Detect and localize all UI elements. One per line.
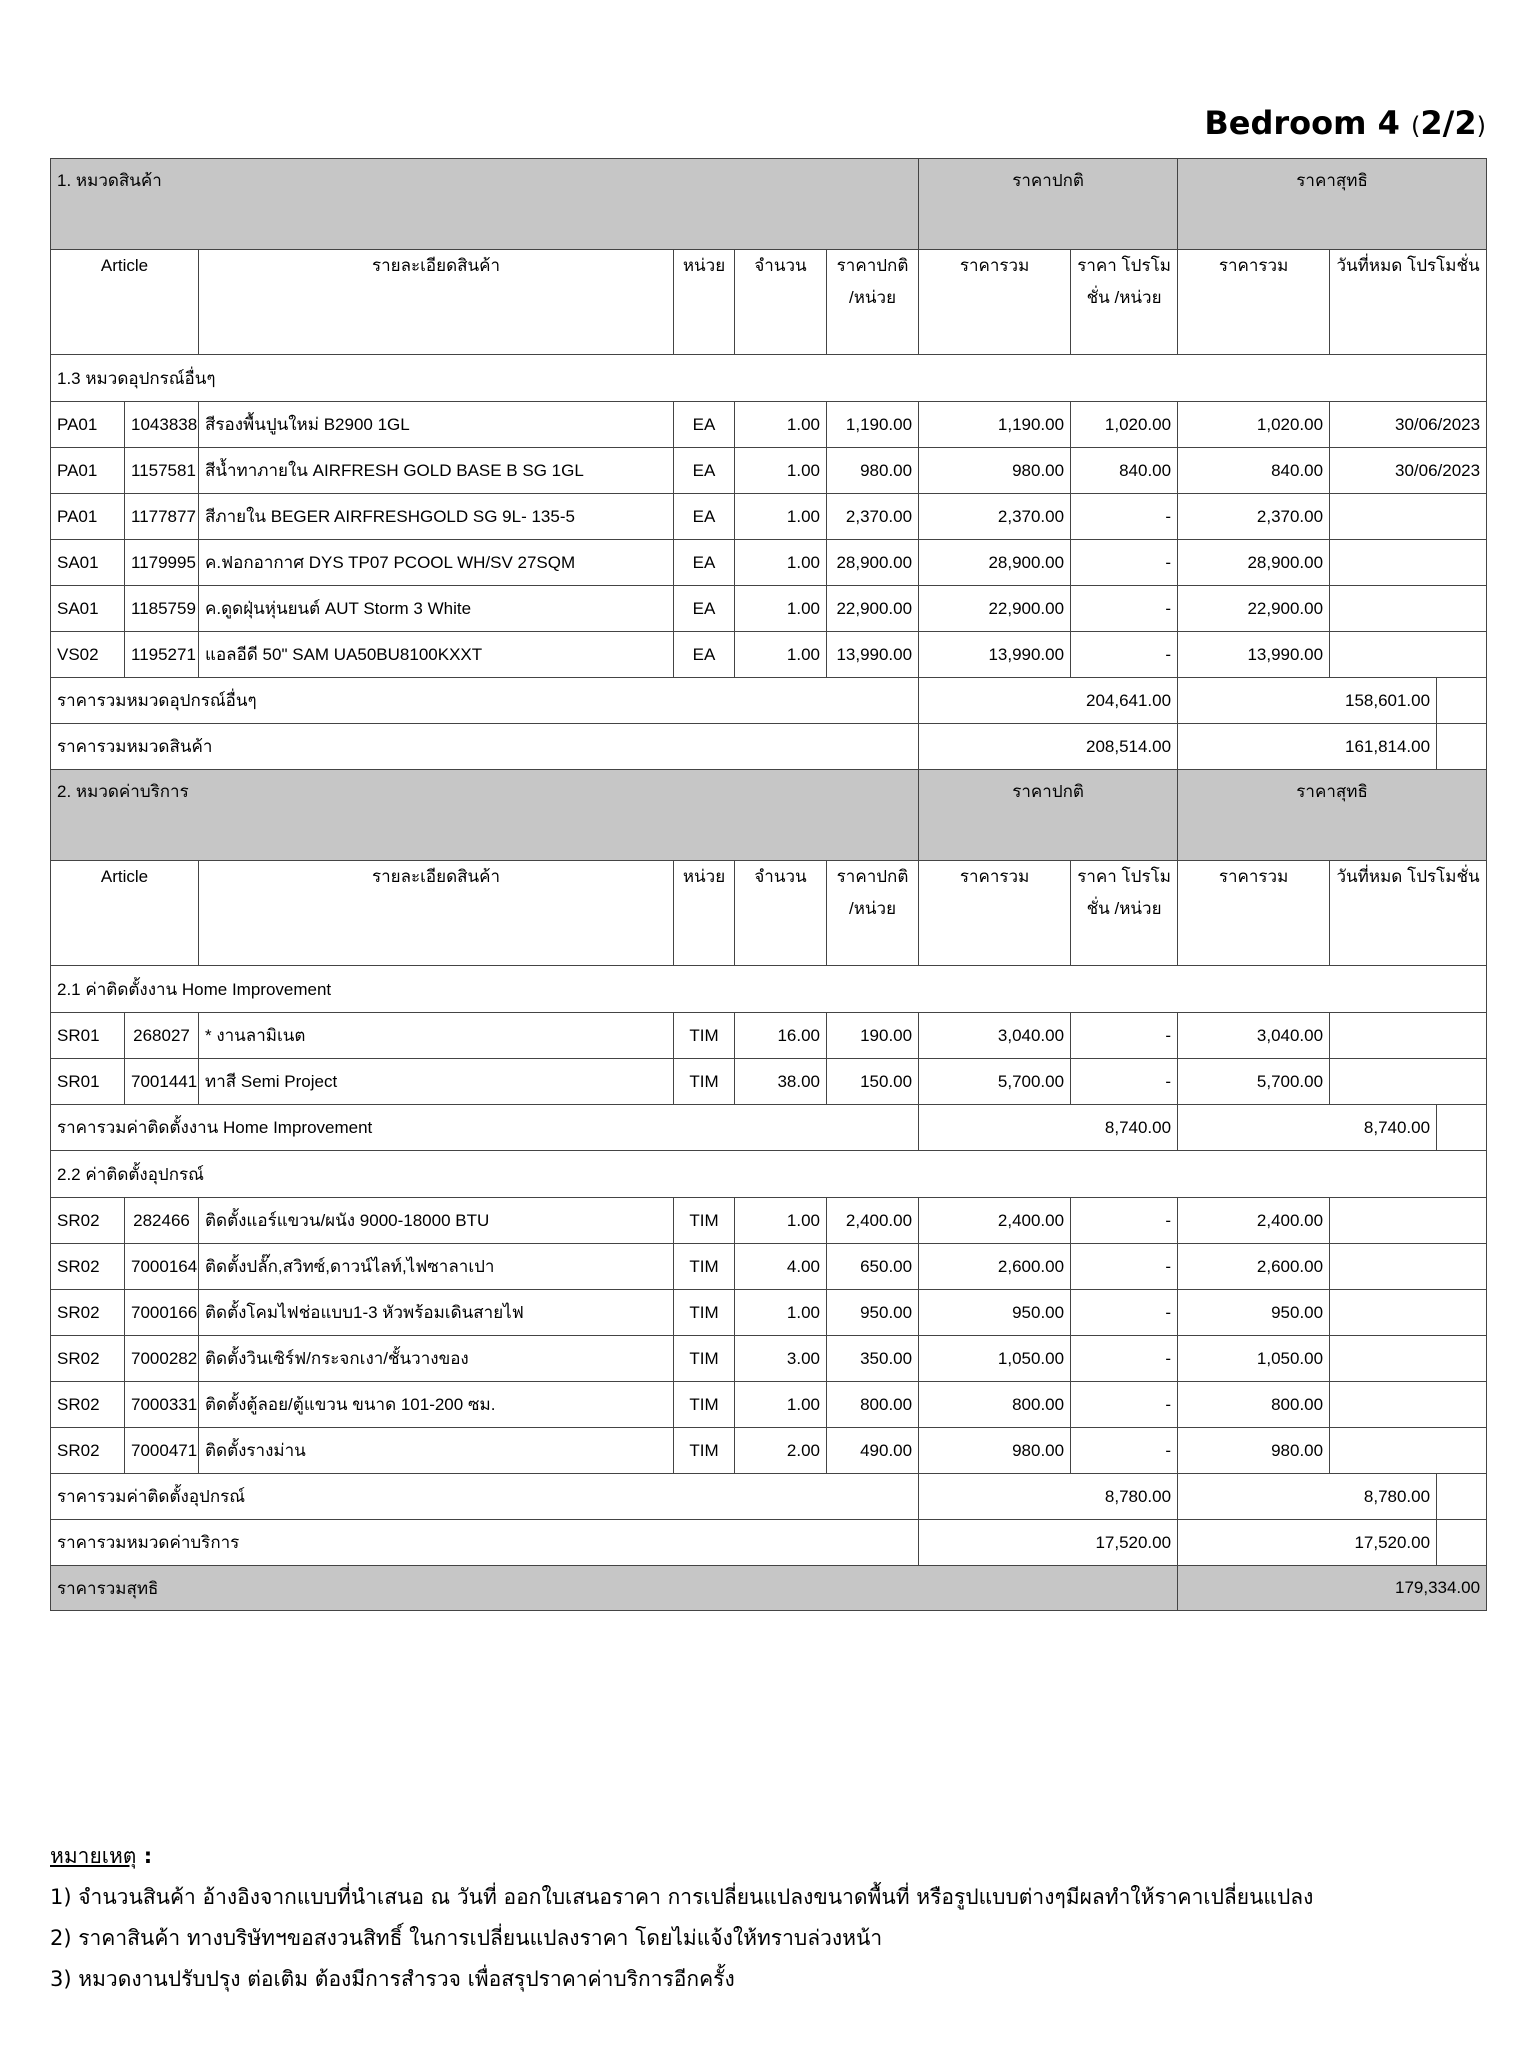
item-article: 7000331	[125, 1382, 199, 1428]
item-net: 1,020.00	[1178, 402, 1330, 448]
item-net: 2,600.00	[1178, 1244, 1330, 1290]
item-unit: EA	[674, 402, 735, 448]
item-desc: ติดตั้งตู้ลอย/ตู้แขวน ขนาด 101-200 ซม.	[199, 1382, 674, 1428]
section-total	[51, 724, 1487, 770]
notes-heading: หมายเหตุ	[50, 1844, 137, 1868]
item-unit: TIM	[674, 1428, 735, 1474]
item-code: SR02	[51, 1244, 125, 1290]
section-total-label: ราคารวมหมวดสินค้า	[51, 724, 919, 770]
item-price: 490.00	[827, 1428, 919, 1474]
item-desc: ทาสี Semi Project	[199, 1059, 674, 1105]
item-qty: 1.00	[735, 494, 827, 540]
item-qty: 1.00	[735, 540, 827, 586]
table-row	[51, 494, 1487, 540]
column-header	[51, 250, 1487, 355]
item-price: 150.00	[827, 1059, 919, 1105]
notes: หมายเหตุ : 1) จำนวนสินค้า อ้างอิงจากแบบที่นำเสนอ ณ วันที่ ออกใบเสนอราคา การเปลี่ยนแปลงขนาดพื้นที่ หรือรูปแบบต่างๆมีผลทำให้ราคาเปลี่ยนแปลง 2) ราคาสินค้า ทางบริษัทฯขอสงวนสิทธิ์ ในการเปลี่ยนแปลงราคา โดยไม่แจ้งให้ทราบล่วงหน้า 3) หมวดงานปรับปรุง ต่อเติม ต้องมีการสำรวจ เพื่อสรุปราคาค่าบริการอีกครั้ง	[50, 1836, 1313, 2000]
item-promo: -	[1071, 1290, 1178, 1336]
col-net-total: ราคารวม	[1178, 861, 1330, 966]
item-desc: ติดตั้งปลั๊ก,สวิทซ์,ดาวน์ไลท์,ไฟซาลาเปา	[199, 1244, 674, 1290]
col-promo-end: วันที่หมด โปรโมชั่น	[1330, 250, 1487, 355]
item-promo-end: 30/06/2023	[1330, 402, 1487, 448]
item-net: 2,400.00	[1178, 1198, 1330, 1244]
item-qty: 1.00	[735, 1290, 827, 1336]
item-qty: 1.00	[735, 1198, 827, 1244]
item-qty: 1.00	[735, 586, 827, 632]
item-desc: * งานลามิเนต	[199, 1013, 674, 1059]
item-promo-end	[1330, 1198, 1487, 1244]
item-price: 950.00	[827, 1290, 919, 1336]
item-net: 2,370.00	[1178, 494, 1330, 540]
item-code: VS02	[51, 632, 125, 678]
normal-price-header: ราคาปกติ	[919, 159, 1178, 250]
item-article: 7000282	[125, 1336, 199, 1382]
grand-total-label: ราคารวมสุทธิ	[51, 1566, 1178, 1611]
subtotal-net: 8,740.00	[1178, 1105, 1437, 1151]
section-total-net: 161,814.00	[1178, 724, 1437, 770]
empty-cell	[1437, 1105, 1487, 1151]
item-promo-end	[1330, 1059, 1487, 1105]
item-code: SA01	[51, 586, 125, 632]
item-promo: -	[1071, 1336, 1178, 1382]
item-article: 1179995	[125, 540, 199, 586]
empty-cell	[1437, 1474, 1487, 1520]
item-article: 268027	[125, 1013, 199, 1059]
item-desc: สีน้ำทาภายใน AIRFRESH GOLD BASE B SG 1GL	[199, 448, 674, 494]
item-article: 1185759	[125, 586, 199, 632]
col-desc: รายละเอียดสินค้า	[199, 861, 674, 966]
item-net: 3,040.00	[1178, 1013, 1330, 1059]
item-qty: 2.00	[735, 1428, 827, 1474]
item-desc: สีรองพื้นปูนใหม่ B2900 1GL	[199, 402, 674, 448]
item-price: 980.00	[827, 448, 919, 494]
item-promo: -	[1071, 1059, 1178, 1105]
item-promo: -	[1071, 1428, 1178, 1474]
item-code: PA01	[51, 494, 125, 540]
subtotal-label: ราคารวมค่าติดตั้งอุปกรณ์	[51, 1474, 919, 1520]
item-total: 1,190.00	[919, 402, 1071, 448]
item-promo: -	[1071, 1382, 1178, 1428]
item-article: 282466	[125, 1198, 199, 1244]
note-item: 3) หมวดงานปรับปรุง ต่อเติม ต้องมีการสำรวจ เพื่อสรุปราคาค่าบริการอีกครั้ง	[50, 1967, 735, 1991]
subtotal-net: 8,780.00	[1178, 1474, 1437, 1520]
table-row	[51, 1198, 1487, 1244]
group-subtotal	[51, 1474, 1487, 1520]
item-promo: 840.00	[1071, 448, 1178, 494]
item-net: 5,700.00	[1178, 1059, 1330, 1105]
table-row	[51, 1059, 1487, 1105]
item-code: SR01	[51, 1059, 125, 1105]
empty-cell	[1437, 678, 1487, 724]
item-unit: EA	[674, 448, 735, 494]
item-promo: -	[1071, 540, 1178, 586]
group-header	[51, 1151, 1487, 1198]
section-total-net: 17,520.00	[1178, 1520, 1437, 1566]
item-qty: 38.00	[735, 1059, 827, 1105]
item-promo-end	[1330, 1244, 1487, 1290]
item-code: SA01	[51, 540, 125, 586]
net-price-header: ราคาสุทธิ	[1178, 159, 1487, 250]
item-price: 2,400.00	[827, 1198, 919, 1244]
item-qty: 1.00	[735, 448, 827, 494]
item-promo: -	[1071, 586, 1178, 632]
item-unit: TIM	[674, 1382, 735, 1428]
item-price: 28,900.00	[827, 540, 919, 586]
item-net: 800.00	[1178, 1382, 1330, 1428]
note-item: 1) จำนวนสินค้า อ้างอิงจากแบบที่นำเสนอ ณ วันที่ ออกใบเสนอราคา การเปลี่ยนแปลงขนาดพื้นที่ หรือรูปแบบต่างๆมีผลทำให้ราคาเปลี่ยนแปลง	[50, 1885, 1314, 1909]
section-title: 1. หมวดสินค้า	[51, 159, 919, 250]
item-code: PA01	[51, 402, 125, 448]
item-price: 350.00	[827, 1336, 919, 1382]
table-row	[51, 1382, 1487, 1428]
section-header	[51, 159, 1487, 250]
item-desc: แอลอีดี 50" SAM UA50BU8100KXXT	[199, 632, 674, 678]
col-promo: ราคา โปรโมชั่น /หน่วย	[1071, 250, 1178, 355]
table-row	[51, 448, 1487, 494]
table-row	[51, 1428, 1487, 1474]
item-promo-end	[1330, 1382, 1487, 1428]
item-qty: 16.00	[735, 1013, 827, 1059]
item-code: PA01	[51, 448, 125, 494]
item-unit: TIM	[674, 1198, 735, 1244]
item-total: 3,040.00	[919, 1013, 1071, 1059]
grand-total	[51, 1566, 1487, 1611]
item-promo: -	[1071, 1244, 1178, 1290]
item-desc: ติดตั้งรางม่าน	[199, 1428, 674, 1474]
group-header	[51, 355, 1487, 402]
item-promo: 1,020.00	[1071, 402, 1178, 448]
section-total-normal: 17,520.00	[919, 1520, 1178, 1566]
item-desc: ค.ดูดฝุ่นหุ่นยนต์ AUT Storm 3 White	[199, 586, 674, 632]
col-qty: จำนวน	[735, 861, 827, 966]
item-net: 950.00	[1178, 1290, 1330, 1336]
col-qty: จำนวน	[735, 250, 827, 355]
column-header	[51, 861, 1487, 966]
item-qty: 1.00	[735, 1382, 827, 1428]
item-net: 13,990.00	[1178, 632, 1330, 678]
group-title: 2.2 ค่าติดตั้งอุปกรณ์	[51, 1151, 1487, 1198]
group-subtotal	[51, 1105, 1487, 1151]
item-unit: TIM	[674, 1059, 735, 1105]
subtotal-normal: 8,740.00	[919, 1105, 1178, 1151]
item-total: 950.00	[919, 1290, 1071, 1336]
item-unit: EA	[674, 494, 735, 540]
table-row	[51, 586, 1487, 632]
subtotal-normal: 8,780.00	[919, 1474, 1178, 1520]
item-article: 7000164	[125, 1244, 199, 1290]
col-total: ราคารวม	[919, 250, 1071, 355]
item-total: 980.00	[919, 1428, 1071, 1474]
section-total-label: ราคารวมหมวดค่าบริการ	[51, 1520, 919, 1566]
item-article: 1043838	[125, 402, 199, 448]
item-promo: -	[1071, 1013, 1178, 1059]
item-qty: 1.00	[735, 402, 827, 448]
item-price: 22,900.00	[827, 586, 919, 632]
subtotal-normal: 204,641.00	[919, 678, 1178, 724]
item-unit: EA	[674, 632, 735, 678]
item-total: 800.00	[919, 1382, 1071, 1428]
item-article: 1195271	[125, 632, 199, 678]
item-total: 1,050.00	[919, 1336, 1071, 1382]
table-row	[51, 1336, 1487, 1382]
item-price: 650.00	[827, 1244, 919, 1290]
col-total: ราคารวม	[919, 861, 1071, 966]
quotation-table	[50, 158, 1487, 1611]
item-promo-end	[1330, 540, 1487, 586]
section-total-normal: 208,514.00	[919, 724, 1178, 770]
item-promo-end	[1330, 586, 1487, 632]
section-header	[51, 770, 1487, 861]
col-unit-price: ราคาปกติ /หน่วย	[827, 861, 919, 966]
item-net: 22,900.00	[1178, 586, 1330, 632]
item-code: SR02	[51, 1428, 125, 1474]
item-net: 28,900.00	[1178, 540, 1330, 586]
item-unit: TIM	[674, 1290, 735, 1336]
normal-price-header: ราคาปกติ	[919, 770, 1178, 861]
item-unit: TIM	[674, 1244, 735, 1290]
table-row	[51, 1013, 1487, 1059]
item-code: SR02	[51, 1382, 125, 1428]
item-promo: -	[1071, 632, 1178, 678]
item-code: SR02	[51, 1336, 125, 1382]
section-total	[51, 1520, 1487, 1566]
item-net: 1,050.00	[1178, 1336, 1330, 1382]
table-row	[51, 540, 1487, 586]
item-price: 13,990.00	[827, 632, 919, 678]
item-total: 13,990.00	[919, 632, 1071, 678]
subtotal-net: 158,601.00	[1178, 678, 1437, 724]
item-price: 2,370.00	[827, 494, 919, 540]
group-subtotal	[51, 678, 1487, 724]
item-article: 1157581	[125, 448, 199, 494]
item-desc: ติดตั้งแอร์แขวน/ผนัง 9000-18000 BTU	[199, 1198, 674, 1244]
group-title: 2.1 ค่าติดตั้งงาน Home Improvement	[51, 966, 1487, 1013]
col-desc: รายละเอียดสินค้า	[199, 250, 674, 355]
item-total: 980.00	[919, 448, 1071, 494]
subtotal-label: ราคารวมค่าติดตั้งงาน Home Improvement	[51, 1105, 919, 1151]
grand-total-value: 179,334.00	[1178, 1566, 1487, 1611]
item-desc: ติดตั้งโคมไฟช่อแบบ1-3 หัวพร้อมเดินสายไฟ	[199, 1290, 674, 1336]
col-net-total: ราคารวม	[1178, 250, 1330, 355]
item-total: 2,370.00	[919, 494, 1071, 540]
group-title: 1.3 หมวดอุปกรณ์อื่นๆ	[51, 355, 1487, 402]
item-total: 2,600.00	[919, 1244, 1071, 1290]
item-promo: -	[1071, 1198, 1178, 1244]
item-desc: ค.ฟอกอากาศ DYS TP07 PCOOL WH/SV 27SQM	[199, 540, 674, 586]
item-promo-end	[1330, 1336, 1487, 1382]
item-price: 800.00	[827, 1382, 919, 1428]
col-article: Article	[51, 250, 199, 355]
table-row	[51, 632, 1487, 678]
table-row	[51, 1244, 1487, 1290]
item-price: 1,190.00	[827, 402, 919, 448]
col-unit: หน่วย	[674, 861, 735, 966]
item-unit: TIM	[674, 1336, 735, 1382]
note-item: 2) ราคาสินค้า ทางบริษัทฯขอสงวนสิทธิ์ ในการเปลี่ยนแปลงราคา โดยไม่แจ้งให้ทราบล่วงหน้า	[50, 1926, 883, 1950]
item-total: 28,900.00	[919, 540, 1071, 586]
item-promo-end	[1330, 632, 1487, 678]
col-unit-price: ราคาปกติ /หน่วย	[827, 250, 919, 355]
col-promo: ราคา โปรโมชั่น /หน่วย	[1071, 861, 1178, 966]
subtotal-label: ราคารวมหมวดอุปกรณ์อื่นๆ	[51, 678, 919, 724]
item-total: 2,400.00	[919, 1198, 1071, 1244]
item-promo-end	[1330, 1013, 1487, 1059]
item-desc: สีภายใน BEGER AIRFRESHGOLD SG 9L- 135-5	[199, 494, 674, 540]
page-title: Bedroom 4 (2/2)	[1204, 104, 1486, 142]
item-code: SR02	[51, 1290, 125, 1336]
col-promo-end: วันที่หมด โปรโมชั่น	[1330, 861, 1487, 966]
group-header	[51, 966, 1487, 1013]
item-qty: 4.00	[735, 1244, 827, 1290]
item-unit: TIM	[674, 1013, 735, 1059]
item-promo: -	[1071, 494, 1178, 540]
item-desc: ติดตั้งวินเซิร์ฟ/กระจกเงา/ชั้นวางของ	[199, 1336, 674, 1382]
item-unit: EA	[674, 586, 735, 632]
item-article: 7000471	[125, 1428, 199, 1474]
item-promo-end	[1330, 1290, 1487, 1336]
net-price-header: ราคาสุทธิ	[1178, 770, 1487, 861]
item-total: 22,900.00	[919, 586, 1071, 632]
item-unit: EA	[674, 540, 735, 586]
item-qty: 3.00	[735, 1336, 827, 1382]
item-qty: 1.00	[735, 632, 827, 678]
empty-cell	[1437, 724, 1487, 770]
section-title: 2. หมวดค่าบริการ	[51, 770, 919, 861]
empty-cell	[1437, 1520, 1487, 1566]
table-row	[51, 1290, 1487, 1336]
table-row	[51, 402, 1487, 448]
col-unit: หน่วย	[674, 250, 735, 355]
item-article: 1177877	[125, 494, 199, 540]
item-net: 840.00	[1178, 448, 1330, 494]
item-promo-end: 30/06/2023	[1330, 448, 1487, 494]
item-promo-end	[1330, 1428, 1487, 1474]
item-code: SR02	[51, 1198, 125, 1244]
item-article: 7001441	[125, 1059, 199, 1105]
item-promo-end	[1330, 494, 1487, 540]
item-code: SR01	[51, 1013, 125, 1059]
item-article: 7000166	[125, 1290, 199, 1336]
col-article: Article	[51, 861, 199, 966]
item-price: 190.00	[827, 1013, 919, 1059]
item-net: 980.00	[1178, 1428, 1330, 1474]
item-total: 5,700.00	[919, 1059, 1071, 1105]
